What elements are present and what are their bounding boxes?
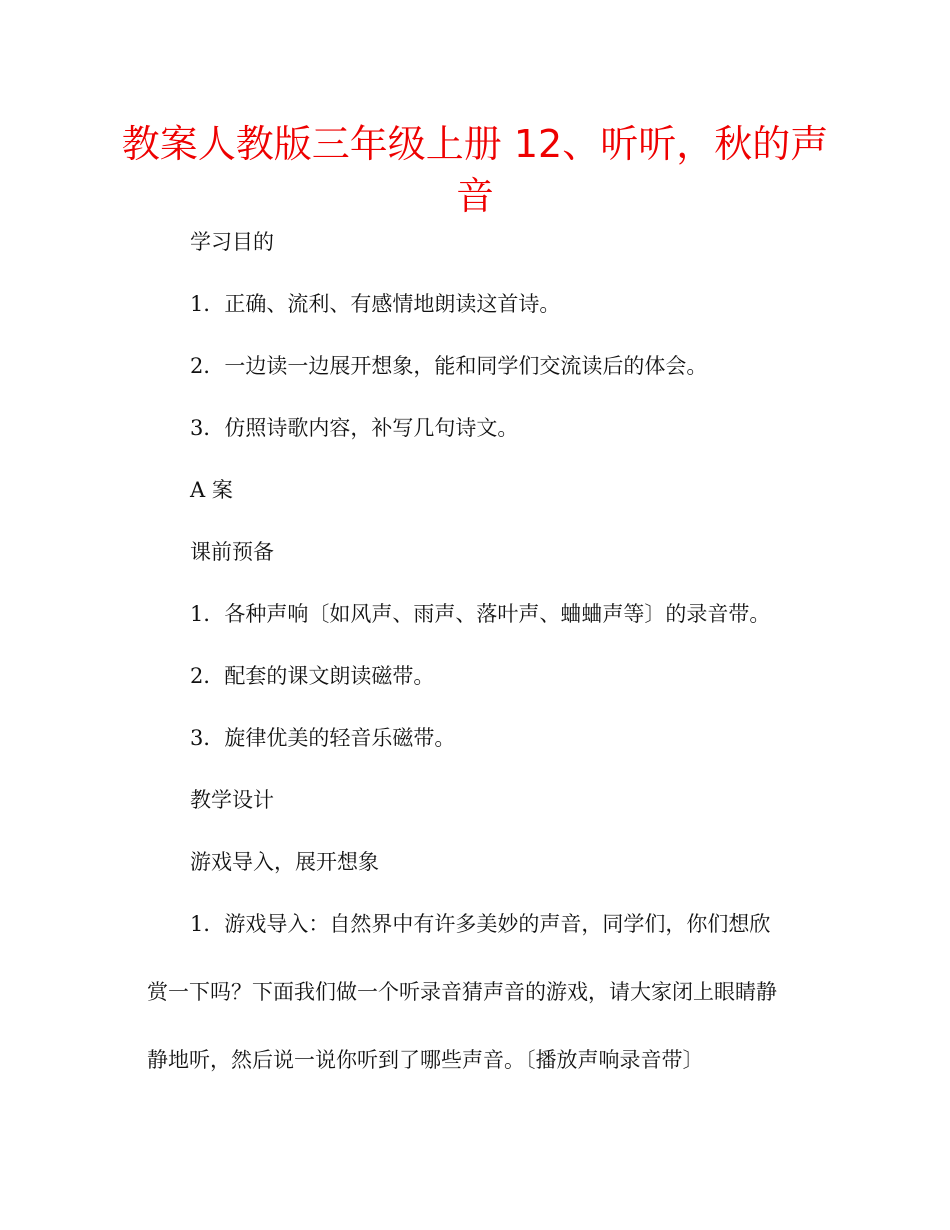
game-intro-paragraph-line-1: 1．游戏导入：自然界中有许多美妙的声音，同学们，你们想欣 xyxy=(190,912,771,936)
preparation-item-3: 3．旋律优美的轻音乐磁带。 xyxy=(190,726,456,750)
preparation-item-2: 2．配套的课文朗读磁带。 xyxy=(190,664,435,688)
section-heading-preparation: 课前预备 xyxy=(190,540,274,564)
objective-item-1: 1．正确、流利、有感情地朗读这首诗。 xyxy=(190,292,561,316)
document-title: 教案人教版三年级上册 12、听听，秋的声音 xyxy=(121,122,829,218)
section-heading-design: 教学设计 xyxy=(190,788,274,812)
objective-item-2: 2．一边读一边展开想象，能和同学们交流读后的体会。 xyxy=(190,354,708,378)
plan-a-heading: A 案 xyxy=(190,478,233,502)
preparation-item-1: 1．各种声响〔如风声、雨声、落叶声、蛐蛐声等〕的录音带。 xyxy=(190,602,771,626)
game-intro-paragraph-line-3: 静地听，然后说一说你听到了哪些声音。〔播放声响录音带〕 xyxy=(147,1048,704,1072)
objective-item-3: 3．仿照诗歌内容，补写几句诗文。 xyxy=(190,416,519,440)
game-intro-paragraph-line-2: 赏一下吗？下面我们做一个听录音猜声音的游戏，请大家闭上眼睛静 xyxy=(147,980,777,1004)
subsection-heading-game-intro: 游戏导入，展开想象 xyxy=(190,850,379,874)
section-heading-objectives: 学习目的 xyxy=(190,230,274,254)
